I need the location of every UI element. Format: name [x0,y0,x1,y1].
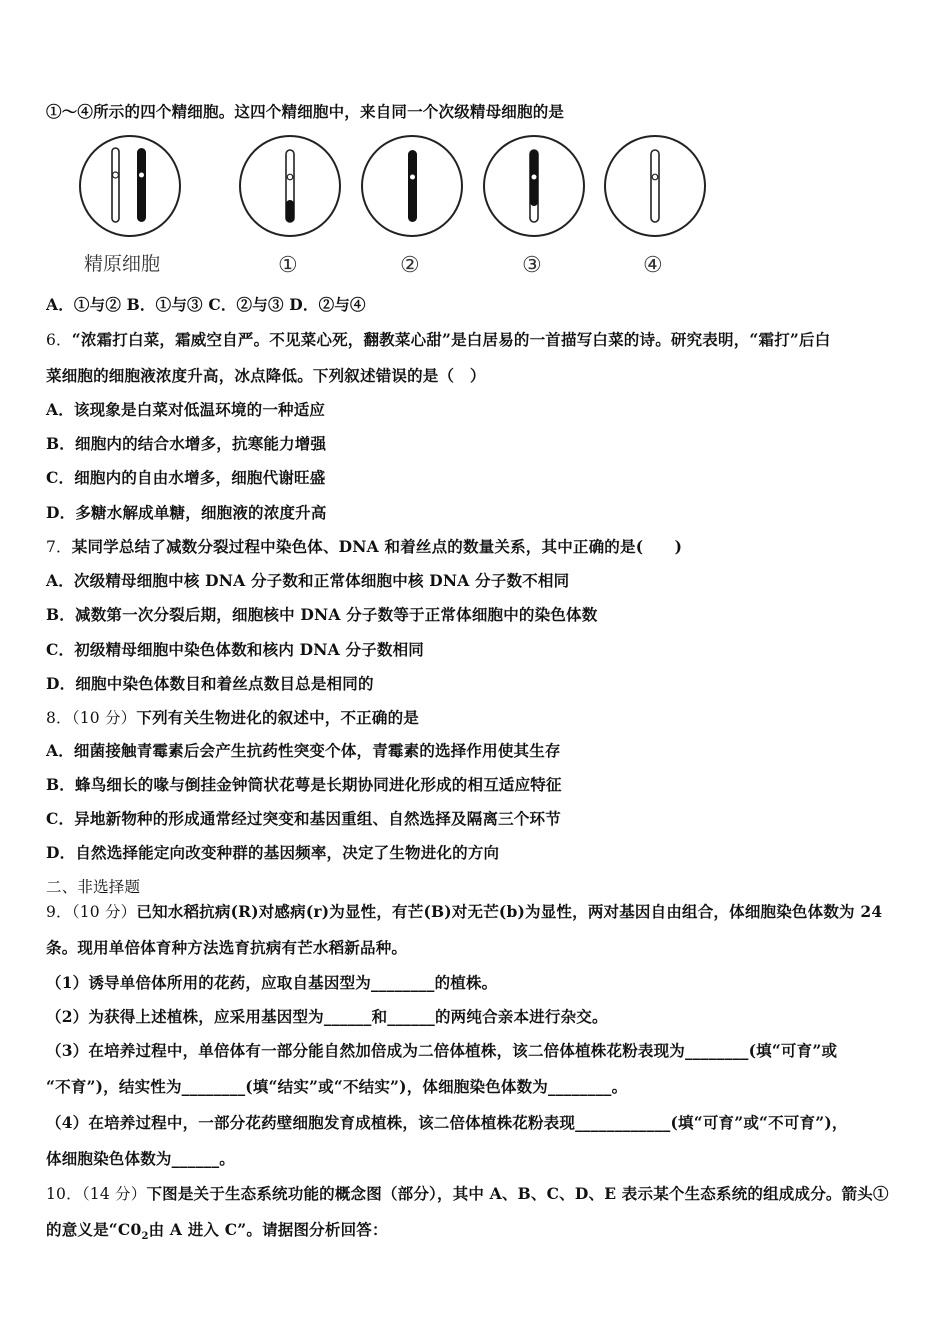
q6-option-b: B．细胞内的结合水增多，抗寒能力增强 [46,434,327,453]
q7-option-d: D．细胞中染色体数目和着丝点数目总是相同的 [46,674,374,693]
q8-stem: 下列有关生物进化的叙述中，不正确的是 [136,708,419,727]
q7-option-a: A．次级精母细胞中核 DNA 分子数和正常体细胞中核 DNA 分子数不相同 [46,571,570,590]
sperm-cell-2 [362,136,462,236]
q6-stem-2: 菜细胞的细胞液浓度升高，冰点降低。下列叙述错误的是（ ） [46,366,486,385]
spermatogonium-cell [80,136,180,236]
section-2-heading: 二、非选择题 [46,878,141,896]
q10-stem-2a: 的意义是“C0 [46,1220,142,1239]
caption-spermatogonium: 精原细胞 [84,253,161,275]
q9-stem-2: 条。现用单倍体育种方法选育抗病有芒水稻新品种。 [46,938,408,957]
sperm-cell-3 [484,136,584,236]
q8-option-c: C．异地新物种的形成通常经过突变和基因重组、自然选择及隔离三个环节 [46,809,561,828]
q10-stem-line1 [46,1184,916,1204]
q9-stem-line1 [46,902,916,922]
q9-sub4-line2: 体细胞染色体数为______。 [46,1149,236,1168]
q10-stem-1: 下图是关于生态系统功能的概念图（部分），其中 A、B、C、D、E 表示某个生态系统的组成成分。箭头① [146,1184,889,1203]
q7-stem: 某同学总结了减数分裂过程中染色体、DNA 和着丝点的数量关系，其中正确的是( ) [71,537,683,556]
q6-number: 6． [46,331,72,349]
q7-stem-line [46,537,916,557]
q10-stem-2b: 由 A 进入 C”。请据图分析回答： [148,1220,388,1239]
q8-option-d: D．自然选择能定向改变种群的基因频率，决定了生物进化的方向 [46,843,500,862]
q7-option-c: C．初级精母细胞中染色体数和核内 DNA 分子数相同 [46,640,424,659]
caption-2: ② [400,253,420,278]
q8-option-b: B．蜂鸟细长的喙与倒挂金钟筒状花萼是长期协同进化形成的相互适应特征 [46,775,562,794]
caption-1: ① [278,253,298,278]
q9-sub3-line1: （3）在培养过程中，单倍体有一部分能自然加倍成为二倍体植株，该二倍体植株花粉表现为________(填“可育”或 [46,1041,838,1060]
q7-number: 7． [46,538,72,556]
q9-sub4-line1: （4）在培养过程中，一部分花药壁细胞发育成植株，该二倍体植株花粉表现____________(填“可育”或“不可育”)， [46,1113,848,1132]
q8-option-a: A．细菌接触青霉素后会产生抗药性突变个体，青霉素的选择作用使其生存 [46,741,561,760]
q9-sub3-line2: “不育”)，结实性为________(填“结实”或“不结实”)，体细胞染色体数为________。 [46,1077,628,1096]
chromosome-figure [70,128,720,278]
q7-option-b: B．减数第一次分裂后期，细胞核中 DNA 分子数等于正常体细胞中的染色体数 [46,605,598,624]
q9-stem-1: 已知水稻抗病(R)对感病(r)为显性，有芒(B)对无芒(b)为显性，两对基因自由组合，体细胞染色体数为 24 [136,902,883,921]
q9-sub1: （1）诱导单倍体所用的花药，应取自基因型为________的植株。 [46,973,498,992]
q8-number: 8．（10 分） [46,709,137,727]
caption-4: ④ [643,253,663,278]
q6-stem-line1 [46,330,916,350]
q10-stem-line2 [46,1220,916,1247]
caption-3: ③ [522,253,542,278]
q10-subscript: 2 [141,1231,149,1243]
q6-option-a: A．该现象是白菜对低温环境的一种适应 [46,400,326,419]
q9-sub2: （2）为获得上述植株，应采用基因型为______和______的两纯合亲本进行杂交。 [46,1007,608,1026]
q5-options: A．①与② B．①与③ C．②与③ D．②与④ [46,295,366,314]
sperm-cell-1 [240,136,340,236]
q10-number: 10．（14 分） [46,1185,147,1203]
q6-stem-1: “浓霜打白菜，霜威空自严。不见菜心死，翻教菜心甜”是白居易的一首描写白菜的诗。研究表明，“霜打”后白 [71,330,831,349]
q6-option-c: C．细胞内的自由水增多，细胞代谢旺盛 [46,468,326,487]
q5-intro: ①～④所示的四个精细胞。这四个精细胞中，来自同一个次级精母细胞的是 [46,102,565,121]
q8-stem-line [46,708,916,728]
sperm-cell-4 [605,136,705,236]
q9-number: 9．（10 分） [46,903,137,921]
q6-option-d: D．多糖水解成单糖，细胞液的浓度升高 [46,503,327,522]
